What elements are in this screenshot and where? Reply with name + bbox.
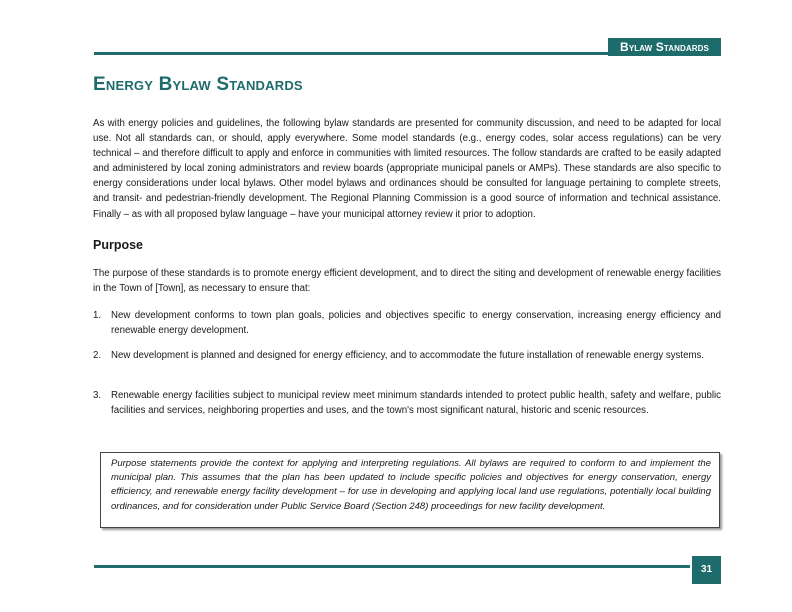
purpose-paragraph: The purpose of these standards is to promote energy efficient development, and to direct the siting and development of renewable energy facilities in the Town of [Town], as necessary to ensure that: — [93, 268, 721, 295]
footer-rule — [94, 565, 690, 568]
list-item-text: New development is planned and designed for energy efficiency, and to accommodate the future installation of renewable energy systems. — [111, 350, 705, 361]
list-item-text: Renewable energy facilities subject to municipal review meet minimum standards intended to protect public health, safety and welfare, public facilities and services, neighboring properties and uses, and the town's most significant natural, historic and scenic resources. — [111, 390, 721, 417]
list-item — [93, 348, 721, 363]
list-item — [93, 388, 721, 418]
page-number: 31 — [692, 556, 721, 584]
list-item — [93, 308, 721, 338]
section-label-tab: Bylaw Standards — [608, 38, 721, 56]
purpose-heading: Purpose — [93, 238, 144, 252]
list-item-number: 3. — [93, 390, 102, 401]
purpose-note-box: Purpose statements provide the context for applying and interpreting regulations. All bylaws are required to conform to and implement the municipal plan. This assumes that the plan has been updated to include specific policies and objectives for energy conservation, energy efficiency, and renewable energy facility development – for use in developing and applying local land use regulations, potentially local building ordinances, and for consideration under Public Service Board (Section 248) proceedings for new facility development. — [100, 452, 720, 528]
page-title: Energy Bylaw Standards — [93, 74, 303, 95]
header-rule — [94, 52, 608, 55]
list-item-text: New development conforms to town plan goals, policies and objectives specific to energy conservation, increasing energy efficiency and renewable energy development. — [111, 310, 721, 337]
intro-paragraph: As with energy policies and guidelines, the following bylaw standards are presented for community discussion, and need to be adapted for local use. Not all standards can, or should, apply everywhere. Some model standards (e.g., energy codes, solar access regulations) can be very technical – and therefore difficult to apply and enforce in communities with limited resources. The follow standards are crafted to be easily adapted and administered by local zoning administrators and review boards (appropriate municipal panels or AMPs). These standards are also specific to energy considerations under local bylaws. Other model bylaws and ordinances should be consulted for language pertaining to complete streets, and transit- and pedestrian-friendly development. The Regional Planning Commission is a good source of information and technical assistance. Finally – as with all proposed bylaw language – have your municipal attorney review it prior to adoption. — [93, 118, 721, 220]
list-item-number: 2. — [93, 350, 102, 361]
list-item-number: 1. — [93, 310, 102, 321]
